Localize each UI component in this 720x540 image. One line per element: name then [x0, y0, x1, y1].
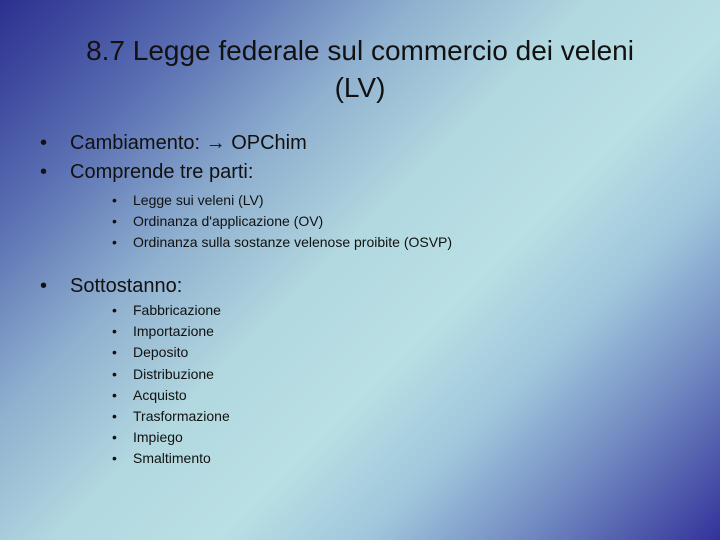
list-item [112, 190, 452, 211]
change-target: OPChim [231, 132, 307, 154]
bullet-dot: • [112, 323, 117, 340]
list-item [112, 321, 230, 342]
bullet-dot: • [40, 132, 48, 154]
arrow-right-icon: → [205, 132, 226, 154]
bullet-dot: • [40, 275, 48, 297]
bullet-dot: • [112, 302, 117, 318]
subject-text: Impiego [133, 429, 183, 446]
subject-text: Distribuzione [133, 365, 214, 382]
list-item [112, 385, 230, 406]
bullet-dot: • [112, 408, 117, 425]
bullet-dot: • [112, 386, 117, 403]
bullet-change [40, 129, 307, 158]
list-item [112, 427, 230, 448]
bullet-dot: • [112, 234, 117, 251]
bullet-dot: • [112, 365, 117, 382]
part-text: Ordinanza sulla sostanze velenose proibite (OSVP) [133, 234, 453, 251]
subject-text: Trasformazione [133, 408, 230, 425]
bullet-dot: • [112, 344, 117, 361]
title-line-2: (LV) [334, 72, 386, 103]
list-item [112, 364, 230, 385]
subject-text: Deposito [133, 344, 189, 361]
subject-text: Fabbricazione [133, 302, 221, 318]
subject-label: Sottostanno: [70, 275, 183, 297]
bullet-dot: • [112, 450, 117, 467]
main-bullet-list [40, 129, 307, 187]
bullet-dot: • [112, 213, 117, 230]
bullet-subject [40, 272, 182, 301]
change-label: Cambiamento: [70, 132, 201, 154]
list-item [112, 232, 452, 253]
parts-label: Comprende tre parti: [70, 161, 254, 183]
subject-text: Smaltimento [133, 450, 211, 467]
list-item [112, 342, 230, 363]
title-line-1: 8.7 Legge federale sul commercio dei veleni [86, 35, 634, 66]
list-item [112, 406, 230, 427]
bullet-dot: • [40, 161, 48, 183]
bullet-dot: • [112, 192, 117, 208]
subject-text: Acquisto [133, 386, 187, 403]
list-item [112, 448, 230, 469]
subjects-sublist [112, 300, 230, 470]
part-text: Ordinanza d'applicazione (OV) [133, 213, 324, 230]
list-item [112, 300, 230, 321]
part-text: Legge sui veleni (LV) [133, 192, 264, 208]
parts-sublist [112, 190, 452, 254]
subject-bullet-list [40, 272, 182, 301]
slide-title [40, 32, 680, 106]
bullet-parts [40, 158, 307, 187]
subject-text: Importazione [133, 323, 214, 340]
list-item [112, 211, 452, 232]
bullet-dot: • [112, 429, 117, 446]
